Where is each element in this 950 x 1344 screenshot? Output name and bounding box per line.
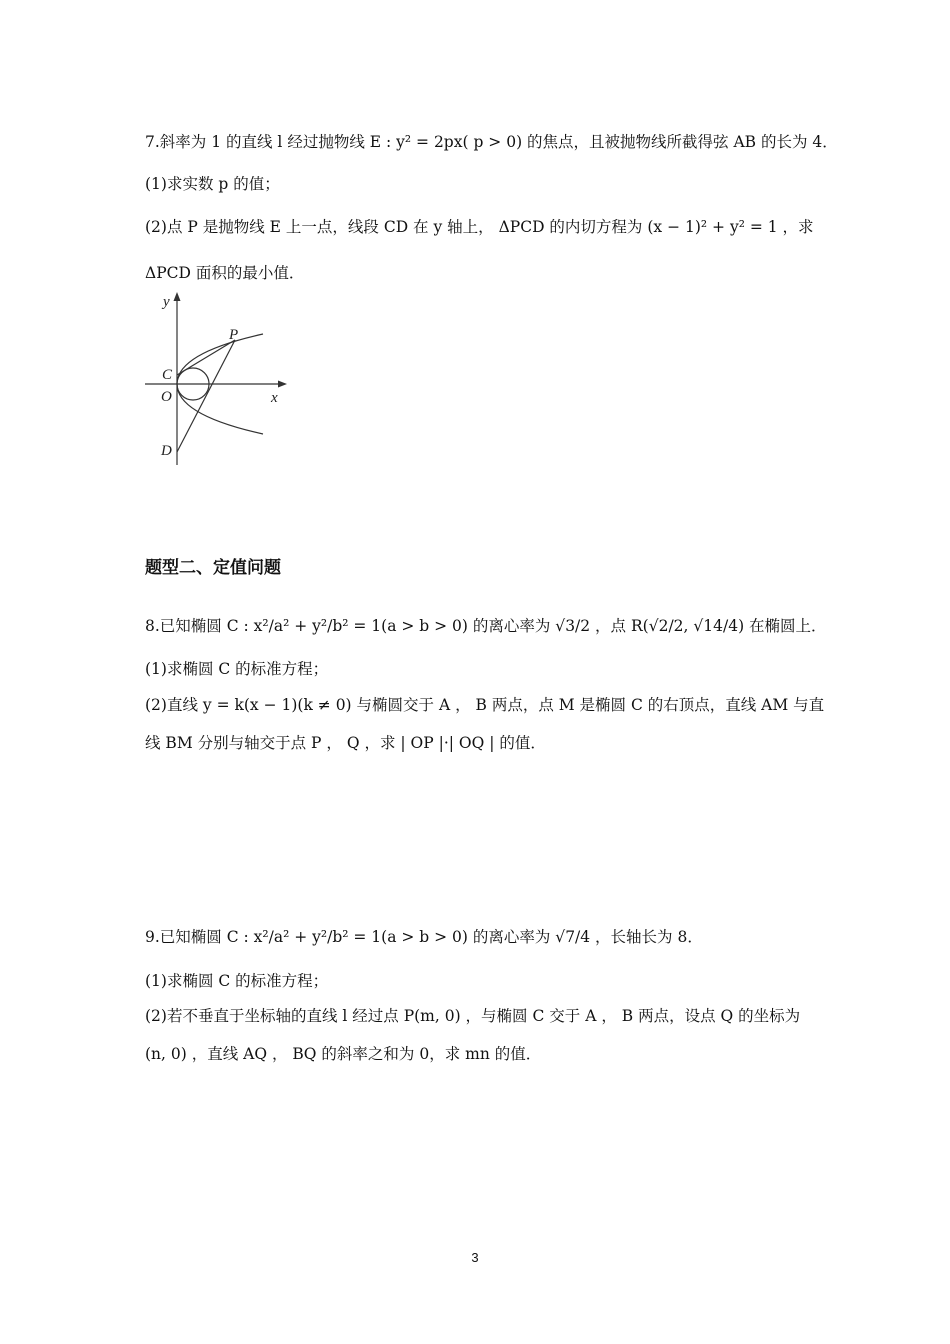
label-c: C <box>162 367 173 383</box>
section-heading: 题型二、定值问题 <box>145 558 281 578</box>
problem-7-part-2: (2)点 P 是抛物线 E 上一点，线段 CD 在 y 轴上， ΔPCD 的内切方程为 (x − 1)² + y² = 1 ，求 <box>145 218 814 236</box>
label-x: x <box>271 390 278 406</box>
problem-7-statement: 7.斜率为 1 的直线 l 经过抛物线 E : y² = 2px( p > 0) 的焦点，且被抛物线所截得弦 AB 的长为 4． <box>145 133 838 151</box>
parabola-figure <box>145 290 295 465</box>
problem-8-part-1: (1)求椭圆 C 的标准方程； <box>145 660 329 678</box>
label-y: y <box>163 294 170 310</box>
problem-7-part-2-cont: ΔPCD 面积的最小值． <box>145 264 305 282</box>
page-number: 3 <box>471 1250 479 1265</box>
label-d: D <box>161 443 172 459</box>
problem-9-part-2-cont: (n, 0) ，直线 AQ ， BQ 的斜率之和为 0，求 mn 的值． <box>145 1045 542 1063</box>
label-p: P <box>229 327 239 343</box>
problem-8-part-2-cont: 线 BM 分别与轴交于点 P ， Q ，求 | OP |·| OQ | 的值． <box>145 734 546 752</box>
problem-8-part-2: (2)直线 y = k(x − 1)(k ≠ 0) 与椭圆交于 A ， B 两点，点 M 是椭圆 C 的右顶点，直线 AM 与直 <box>145 696 825 714</box>
label-o: O <box>161 389 172 405</box>
problem-9-statement: 9.已知椭圆 C : x²/a² + y²/b² = 1(a > b > 0) 的离心率为 √7/4 ，长轴长为 8． <box>145 928 703 946</box>
x-axis-arrow <box>278 381 287 388</box>
problem-9-part-2: (2)若不垂直于坐标轴的直线 l 经过点 P(m, 0) ，与椭圆 C 交于 A ， B 两点，设点 Q 的坐标为 <box>145 1007 801 1025</box>
y-axis-arrow <box>174 292 181 301</box>
problem-9-part-1: (1)求椭圆 C 的标准方程； <box>145 972 329 990</box>
problem-7-part-1: (1)求实数 p 的值； <box>145 175 280 193</box>
problem-8-statement: 8.已知椭圆 C : x²/a² + y²/b² = 1(a > b > 0) 的离心率为 √3/2 ，点 R(√2/2, √14/4) 在椭圆上． <box>145 617 827 635</box>
